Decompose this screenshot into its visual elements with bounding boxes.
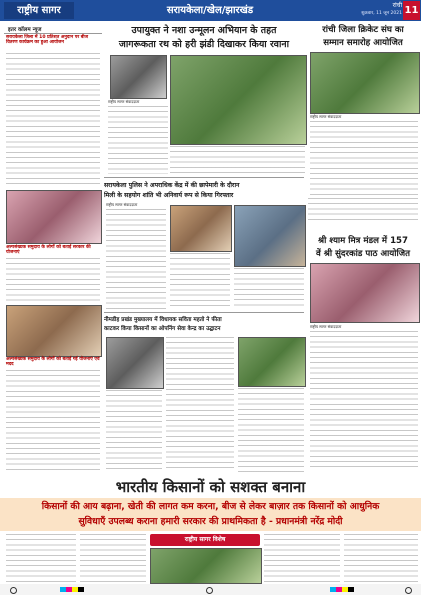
story-headline: अल्पसंख्यक समुदाय के लोगों को बताई सरकार की योजनाएं — [6, 245, 91, 256]
shyam-photo — [310, 263, 420, 323]
divider — [104, 177, 304, 178]
lead-headline-line1: उपायुक्त ने नशा उन्मूलन अभियान के तहत — [131, 25, 277, 36]
cricket-headline-line2: सम्मान समारोह आयोजित — [323, 38, 403, 48]
story-body — [234, 268, 304, 309]
story-headline: अल्पसंख्यक समुदाय के लोगों को बताई गई योजनाएं एवं मदद — [6, 357, 100, 368]
mid-headline-line1: नीमडीह प्रखंड मुख्यालय में विधायक सविता महतो ने फीता — [104, 317, 222, 323]
story-body — [6, 258, 100, 302]
police-headline-line1: सरायकेला पुलिस ने अपराधिक केंद्र में की छापेमारी के दौरान — [104, 182, 240, 189]
story-body — [80, 534, 146, 582]
story-body — [6, 53, 100, 188]
shyam-headline-line2: वें श्री सुंदरकांड पाठ आयोजित — [316, 249, 410, 259]
page-number: 11 — [403, 1, 420, 20]
lead-photo — [170, 55, 307, 145]
edition-city: रांची — [392, 2, 402, 9]
story-body — [106, 390, 162, 472]
registration-mark-icon — [405, 587, 412, 594]
police-headline-line2: मिली के सहयोग शांति भी अनिवार्य रूप से किया गिरफ्तार — [104, 192, 234, 199]
mid-photo — [238, 337, 306, 387]
masthead — [0, 0, 421, 21]
story-body — [310, 121, 418, 195]
story-body — [308, 198, 418, 222]
farmers-headline: भारतीय किसानों को सशक्त बनाना — [115, 478, 306, 496]
divider — [4, 33, 102, 34]
story-body — [238, 388, 304, 472]
story-body — [6, 534, 76, 582]
lead-photo — [110, 55, 167, 99]
news-photo — [6, 190, 102, 244]
mid-photo — [106, 337, 164, 389]
divider — [104, 312, 304, 313]
section-title: सरायकेला/खेल/झारखंड — [166, 5, 254, 16]
cricket-photo — [310, 52, 420, 114]
lead-headline-line2: जागरूकता रथ को हरी झंडी दिखाकर किया रवाना — [118, 39, 290, 50]
police-photo — [170, 205, 232, 252]
cricket-headline-line1: रांची जिला क्रिकेट संघ का — [322, 25, 404, 35]
shyam-headline-line1: श्री श्याम मित्र मंडल में 157 — [317, 236, 409, 246]
news-photo — [6, 305, 102, 357]
story-body — [344, 534, 418, 582]
story-body — [310, 331, 418, 471]
story-body — [264, 534, 340, 582]
color-bar — [78, 587, 84, 592]
story-body — [106, 209, 166, 309]
registration-mark-icon — [206, 587, 213, 594]
kicker: इतर कॉलम न्यूज — [8, 27, 42, 33]
story-body — [6, 370, 100, 472]
story-body — [108, 106, 168, 174]
mid-headline-line2: काटकर किया किसानों का ओपनिंग सेवा केन्द्र का उद्घाटन — [104, 326, 221, 332]
special-tag: राष्ट्रीय सागर विशेष — [150, 534, 260, 546]
byline: राष्ट्रीय सागर संवाददाता — [106, 202, 138, 207]
farmers-strap-line1: किसानों की आय बढ़ाना, खेती की लागत कम करना, बीज से लेकर बाज़ार तक किसानों को आधुनिक — [41, 501, 380, 512]
story-body — [170, 146, 305, 174]
story-body — [166, 337, 234, 472]
color-bar — [348, 587, 354, 592]
issue-date: शुक्रवार, 11 जून 2021 — [361, 11, 402, 16]
farmers-strap — [0, 498, 421, 531]
byline: राष्ट्रीय सागर संवाददाता — [108, 99, 140, 104]
story-headline: सरायकेला जिला में 10 प्रतिशत अनुदान पर बीज वितरण कार्यक्रम का हुआ आयोजन — [6, 35, 89, 46]
registration-mark-icon — [10, 587, 17, 594]
story-body — [170, 253, 230, 309]
farmers-strap-line2: सुविधाएँ उपलब्ध कराना हमारी सरकार की प्राथमिकता है - प्रधानमंत्री नरेंद्र मोदी — [78, 516, 343, 527]
byline: राष्ट्रीय सागर संवाददाता — [310, 114, 342, 119]
byline: राष्ट्रीय सागर संवाददाता — [310, 324, 342, 329]
police-photo — [234, 205, 306, 267]
brand-logo: राष्ट्रीय सागर — [4, 2, 74, 19]
farmers-photo — [150, 548, 262, 584]
